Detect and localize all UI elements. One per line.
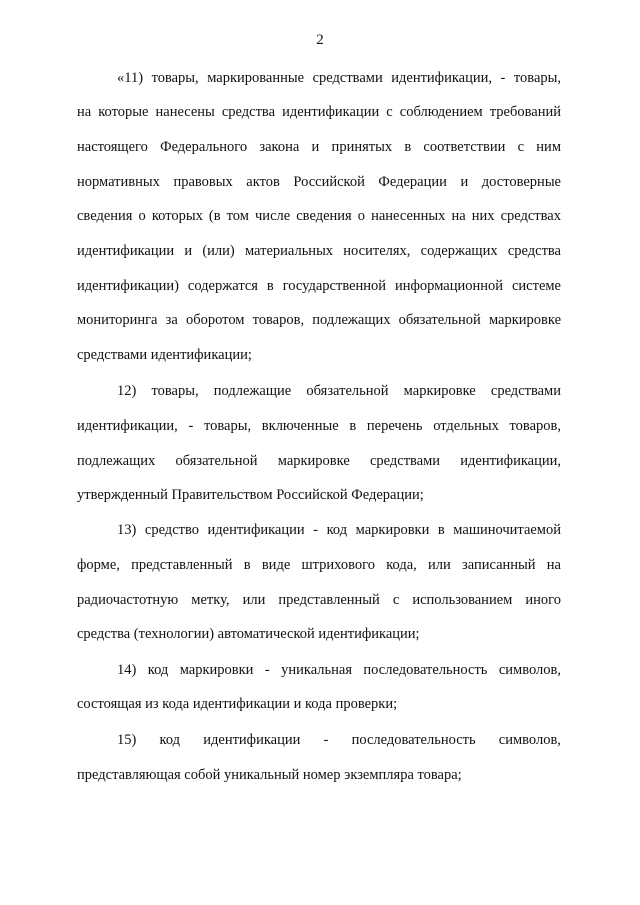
item-15-word: 15) — [117, 732, 137, 748]
item-15-line-1 — [117, 730, 561, 750]
item-15-word: идентификации — [203, 732, 301, 748]
item-11-line-8: мониторинга за оборотом товаров, подлежащих обязательной маркировке — [77, 312, 561, 328]
item-11-line-4: нормативных правовых актов Российской Федерации и достоверные — [77, 174, 561, 190]
item-15-word: последовательность — [351, 732, 476, 748]
item-15-word: символов, — [498, 732, 561, 748]
item-12-line-2: идентификации, - товары, включенные в перечень отдельных товаров, — [77, 418, 561, 434]
item-14-line-2: состоящая из кода идентификации и кода проверки; — [77, 696, 398, 712]
item-13-line-2: форме, представленный в виде штрихового кода, или записанный на — [77, 557, 561, 573]
item-15-word: код — [159, 732, 181, 748]
item-14-line-1: 14) код маркировки - уникальная последовательность символов, — [117, 662, 561, 678]
item-11-line-9: средствами идентификации; — [77, 347, 252, 363]
item-11-line-3: настоящего Федерального закона и принятых в соответствии с ним — [77, 139, 561, 155]
item-11-line-1: «11) товары, маркированные средствами идентификации, - товары, — [117, 70, 561, 86]
item-13-line-4: средства (технологии) автоматической идентификации; — [77, 626, 420, 642]
item-12-line-4: утвержденный Правительством Российской Федерации; — [77, 487, 424, 503]
item-15-word: - — [323, 732, 329, 748]
item-11-line-2: на которые нанесены средства идентификации с соблюдением требований — [77, 104, 561, 120]
item-11-line-6: идентификации и (или) материальных носителях, содержащих средства — [77, 243, 561, 259]
page-number: 2 — [316, 32, 324, 48]
item-11-line-5: сведения о которых (в том числе сведения о нанесенных на них средствах — [77, 208, 561, 224]
item-12-line-1: 12) товары, подлежащие обязательной маркировке средствами — [117, 383, 561, 399]
item-12-line-3: подлежащих обязательной маркировке средствами идентификации, — [77, 453, 561, 469]
item-15-line-2: представляющая собой уникальный номер экземпляра товара; — [77, 767, 462, 783]
item-13-line-1: 13) средство идентификации - код маркировки в машиночитаемой — [117, 522, 561, 538]
item-13-line-3: радиочастотную метку, или представленный с использованием иного — [77, 592, 561, 608]
item-11-line-7: идентификации) содержатся в государственной информационной системе — [77, 278, 561, 294]
